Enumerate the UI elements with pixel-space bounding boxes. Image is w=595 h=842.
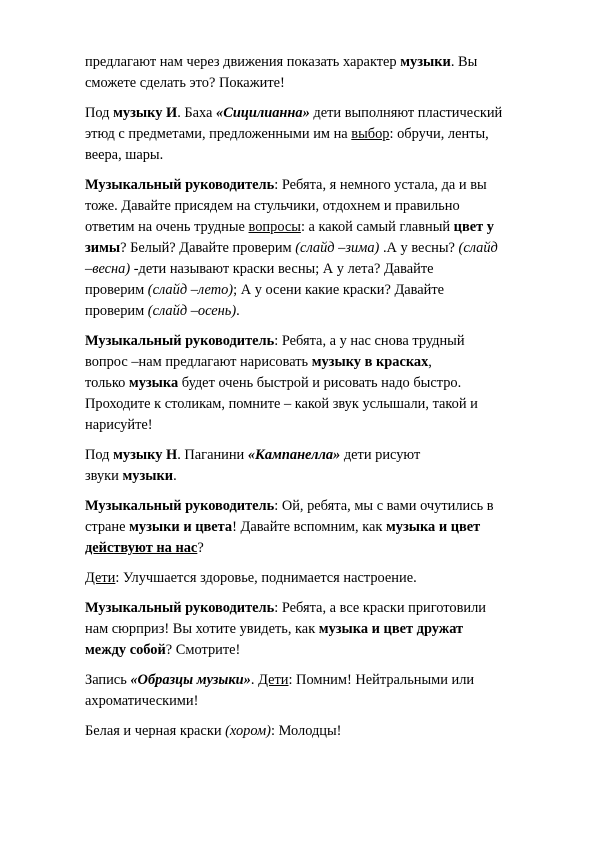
paragraph-p3 — [85, 175, 545, 322]
styled-text-run: Музыкальный руководитель — [85, 177, 275, 193]
text-run: : Молодцы! — [270, 723, 342, 739]
text-run: сможете сделать это? Покажите! — [85, 75, 285, 91]
text-run: веера, шары. — [85, 147, 164, 163]
styled-text-run: Музыкальный руководитель — [85, 498, 275, 514]
styled-text-run: выбор — [351, 126, 390, 142]
text-run: ахроматическими! — [85, 693, 199, 709]
text-line — [85, 394, 545, 415]
text-line — [85, 259, 545, 280]
text-run: ! Давайте вспомним, как — [232, 519, 386, 535]
text-run: только — [85, 375, 129, 391]
styled-text-run: музыки — [122, 468, 174, 484]
text-run: проверим — [85, 303, 148, 319]
text-run: : Помним! Нейтральными или — [288, 672, 475, 688]
text-run: нарисуйте! — [85, 417, 153, 433]
styled-text-run: –весна) — [85, 261, 131, 277]
text-line — [85, 352, 545, 373]
text-line — [85, 175, 545, 196]
styled-text-run: между собой — [85, 642, 166, 658]
styled-text-run: (слайд –осень) — [147, 303, 237, 319]
styled-text-run: музыка и цвет — [385, 519, 481, 535]
styled-text-run: (слайд –зима) — [295, 240, 380, 256]
text-line — [85, 496, 545, 517]
text-run: , — [428, 354, 432, 370]
text-run: Под — [85, 447, 114, 463]
paragraph-p4 — [85, 331, 545, 436]
text-line — [85, 517, 545, 538]
text-run: вопрос –нам предлагают нарисовать — [85, 354, 312, 370]
text-line — [85, 568, 545, 589]
styled-text-run: «Сицилианна» — [216, 105, 310, 121]
styled-text-run: «Кампанелла» — [247, 447, 341, 463]
text-run: предлагают нам через движения показать характер — [85, 54, 401, 70]
text-run: . Паганини — [177, 447, 248, 463]
text-run: : Ребята, я немного устала, да и вы — [274, 177, 487, 193]
text-run: . — [236, 303, 240, 319]
text-run: дети выполняют пластический — [309, 105, 503, 121]
text-run: . Вы — [450, 54, 478, 70]
text-run: звуки — [85, 468, 123, 484]
text-run: Проходите к столикам, помните – какой звук услышали, такой и — [85, 396, 478, 412]
text-run: нам сюрприз! Вы хотите увидеть, как — [85, 621, 319, 637]
text-run: Белая и черная краски — [85, 723, 226, 739]
text-run: .А у весны? — [379, 240, 459, 256]
text-line — [85, 445, 545, 466]
paragraph-p7 — [85, 568, 545, 589]
styled-text-run: музыку в красках — [311, 354, 429, 370]
text-line — [85, 238, 545, 259]
text-line — [85, 145, 545, 166]
text-run: дети рисуют — [340, 447, 421, 463]
text-line — [85, 73, 545, 94]
text-run: : Ой, ребята, мы с вами очутились в — [274, 498, 494, 514]
text-line — [85, 196, 545, 217]
text-line — [85, 619, 545, 640]
text-run: -дети называют краски весны; А у лета? Давайте — [130, 261, 434, 277]
text-run: проверим — [85, 282, 148, 298]
text-line — [85, 280, 545, 301]
text-run: ответим на очень трудные — [85, 219, 249, 235]
styled-text-run: вопросы — [248, 219, 301, 235]
text-line — [85, 217, 545, 238]
styled-text-run: Дети — [258, 672, 289, 688]
text-line — [85, 331, 545, 352]
styled-text-run: Музыкальный руководитель — [85, 600, 275, 616]
text-line — [85, 538, 545, 559]
text-run: ? — [197, 540, 204, 556]
styled-text-run: музыки и цвета — [129, 519, 233, 535]
styled-text-run: зимы — [85, 240, 121, 256]
text-line — [85, 640, 545, 661]
text-run: : обручи, ленты, — [389, 126, 489, 142]
text-line — [85, 721, 545, 742]
styled-text-run: цвет у — [453, 219, 494, 235]
text-run: : Ребята, а у нас снова трудный — [274, 333, 465, 349]
styled-text-run: «Образцы музыки» — [130, 672, 251, 688]
text-line — [85, 466, 545, 487]
text-run: Под — [85, 105, 114, 121]
text-run: ; А у осени какие краски? Давайте — [233, 282, 445, 298]
text-run: : Улучшается здоровье, поднимается настроение. — [115, 570, 417, 586]
paragraph-p5 — [85, 445, 545, 487]
text-run: ? Смотрите! — [165, 642, 241, 658]
text-line — [85, 691, 545, 712]
text-run: тоже. Давайте присядем на стульчики, отдохнем и правильно — [85, 198, 460, 214]
styled-text-run: (слайд — [458, 240, 498, 256]
styled-text-run: Музыкальный руководитель — [85, 333, 275, 349]
text-run: . — [250, 672, 259, 688]
text-line — [85, 52, 545, 73]
text-line — [85, 103, 545, 124]
paragraph-p9 — [85, 670, 545, 712]
styled-text-run: (хором) — [225, 723, 271, 739]
text-line — [85, 670, 545, 691]
text-line — [85, 598, 545, 619]
styled-text-run: музыку Н — [113, 447, 178, 463]
text-run: Запись — [85, 672, 131, 688]
paragraph-p1 — [85, 52, 545, 94]
paragraph-p8 — [85, 598, 545, 661]
styled-text-run: Дети — [85, 570, 116, 586]
text-line — [85, 124, 545, 145]
paragraph-p10 — [85, 721, 545, 742]
text-run: : Ребята, а все краски приготовили — [274, 600, 486, 616]
text-run: ? Белый? Давайте проверим — [120, 240, 296, 256]
text-run: будет очень быстрой и рисовать надо быстро. — [178, 375, 462, 391]
text-line — [85, 301, 545, 322]
styled-text-run: музыка и цвет дружат — [318, 621, 464, 637]
text-line — [85, 415, 545, 436]
styled-text-run: действуют на нас — [85, 540, 198, 556]
styled-text-run: музыка — [128, 375, 179, 391]
text-run: : а какой самый главный — [300, 219, 454, 235]
text-run: стране — [85, 519, 130, 535]
styled-text-run: музыки — [400, 54, 451, 70]
text-run: этюд с предметами, предложенными им на — [85, 126, 352, 142]
styled-text-run: музыку И — [113, 105, 178, 121]
paragraph-p2 — [85, 103, 545, 166]
text-run: . — [173, 468, 177, 484]
styled-text-run: (слайд –лето) — [147, 282, 234, 298]
paragraph-p6 — [85, 496, 545, 559]
text-line — [85, 373, 545, 394]
text-run: . Баха — [177, 105, 217, 121]
